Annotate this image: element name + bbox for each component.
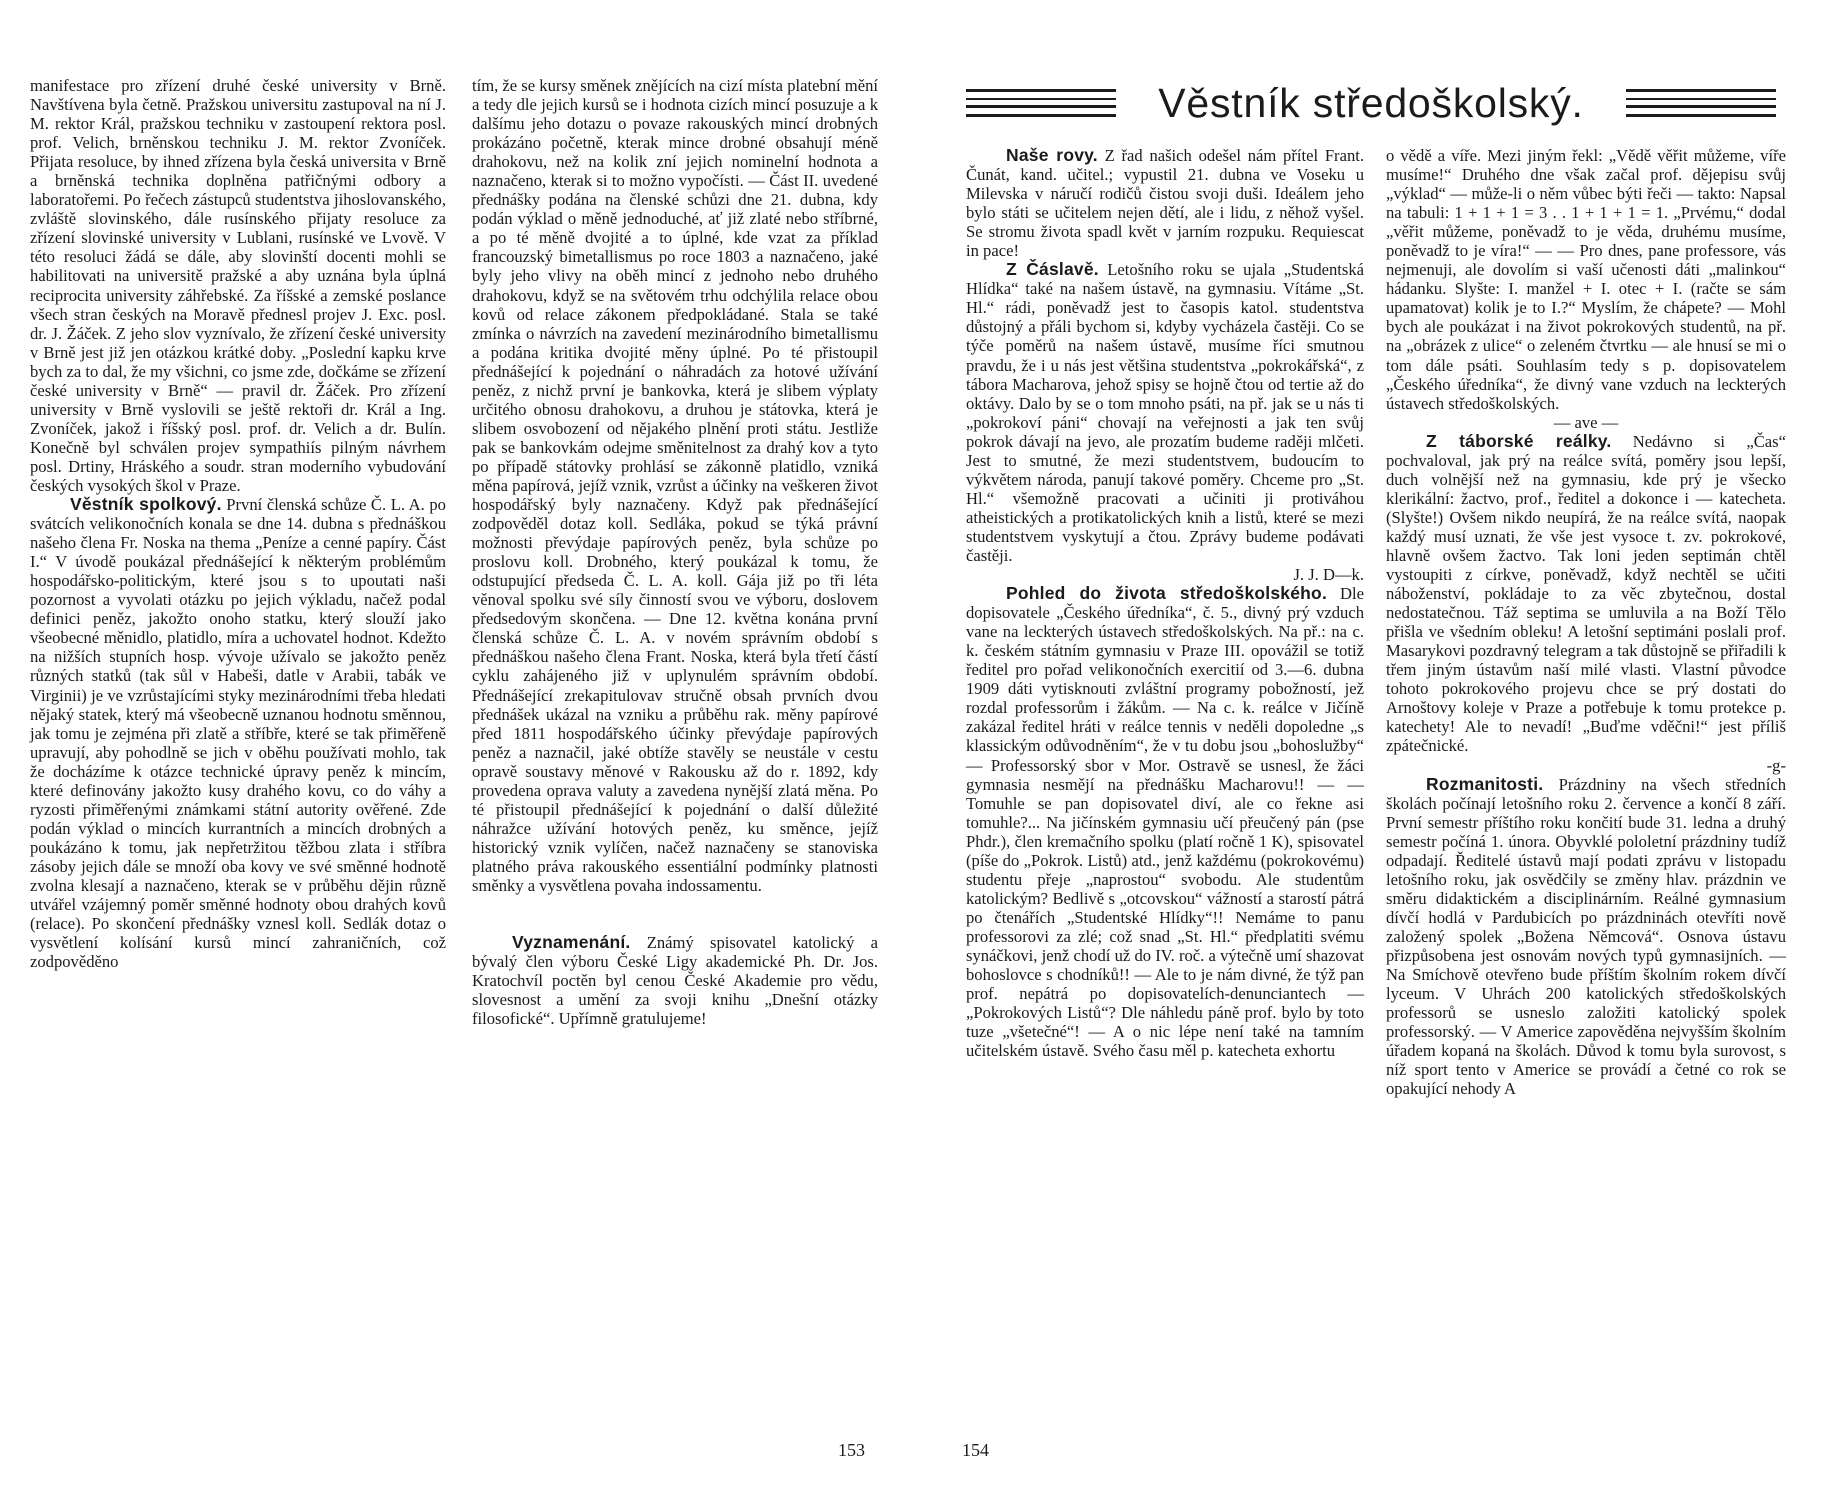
signature-caslav: J. J. D—k.	[1293, 565, 1364, 585]
masthead	[966, 72, 1776, 134]
article-pohled-continued-text: o vědě a víře. Mezi jiným řekl: „Vědě věřit můžeme, víře musíme!“ Druhého dne však začal prof. dějepisu svůj „výklad“ — může-li o něm vůbec býti řeči — takto: Napsal na tabuli: 1 + 1 + 1 = 3 . . 1 + 1 + 1 = 1. „Prvému,“ dodal „věřit můžeme, poněvadž to je věda, druhému musíme, poněvadž to je víra!“ — — Pro dnes, pane professore, vás nejmenuji, ale dovolím si vaší učenosti dáti „malinkou“ hádanku. Slyšte: I. manžel + I. otec + I. (račte se sám upamatovat) kolik je to I.?“ Myslím, že chápete? — Mohl bych ale poukázat i na život pokrokových studentů, na př. na „obrázek z ulice“ o zeleném čtvrtku — ale hnusí se mi o tom dále psáti. Souhlasím tedy s p. dopisovatelem „Českého úředníka“, že divný vane vzduch na leckterých ústavech středoškolských.	[1386, 146, 1786, 413]
article-caslav	[966, 260, 1364, 565]
article-spolek-text: První členská schůze Č. L. A. po svátcích velikonočních konala se dne 14. dubna s přednáškou našeho člena Fr. Noska na thema „Peníze a cenné papíry. Část I.“ V úvodě poukázal přednášející k některým problémům hospodářsko-politickým, které jsou s to upoutati naši pozornost a vyvolati otázku po jejich výkladu, načež podal definici peněz, jakožto onoho statku, který slouží jako všeobecné měnidlo, platidlo, míra a uchovatel hodnot. Kdežto na nižších stupních hosp. vývoje užívalo se jakožto peněz různých statků (tak sůl v Habeši, datle v Arabii, tabák ve Virginii) je ve vzrůstajícími styky mezinárodními třeba hledati nějaký statek, který má všeobecně uznanou hodnotu směnnou, jak tomu je zejména při zlatě a stříbře, které se tak přiměřeně upravují, aby pohodlně se jich v oběhu používati mohlo, tak že docházíme k otázce technické úpravy peněz k mincím, které definovány jakožto kusy drahého kovu, co do váhy a ryzosti přiměřenými známkami státní autority ověřené. Zde podán výklad o mincích kurrantních a mincích drobných a poukázáno k tomu, jak nepřetržitou těžbou zlata i stříbra zásoby jejich dále se množí oba kovy ve své směnné hodnotě zvolna klesají a naznačeno, kterak se v průběhu dějin různě utvářel vzájemný poměr směnné hodnoty obou drahých kovů (relace). Po skončení přednášky vznesl koll. Sedlák dotaz o vysvětlení kolísání kursů mincí zahraničních, což zodpověděno	[30, 495, 446, 972]
article-pohled-text: Dle dopisovatele „Českého úředníka“, č. 5., divný prý vzduch vane na leckterých ústavech středoškolských. Na př.: na c. k. českém státním gymnasiu v Praze III. opovážil se totiž ředitel pro pořad velikonočních exercitií od 3.—6. dubna 1909 dáti vytisknouti zvláštní programy pobožností, jež rozdal professorům i žákům. — Na c. k. reálce v Jičíně zakázal ředitel hráti v reálce tennis v neděli dopoledne „s klassickým odůvodněním“, že v tu dobu jsou „bohoslužby“ — Professorský sbor v Mor. Ostravě se usnesl, že žáci gymnasia nesmějí na přednášku Macharovu!! — — Tomuhle se pan dopisovatel diví, ale co řekne asi tomuhle?... Na jičínském gymnasiu učí přeučený pán (pse Phdr.), člen kremačního spolku (platí ročně 1 K), spisovatel (píše do „Pokrok. Listů) atd., jenž každému (pokrokovému) studentu přeje „naprostou“ svobodu. Ale studentům katolickým? Bedlivě s „otcovskou“ vážností a starostí pátrá po čtenářích „Studentské Hlídky“!! Nemáme to panu professorovi za zlé; což snad „St. Hl.“ předplatiti svému synáčkovi, jenž chodí už do IV. roč. a výtečně umí shazovat bohoslovce s chodníků!! — Ale to je nám divné, že týž pan prof. nepátrá po dopisovatelích-denunciantech — „Pokrokových Listů“? Dle náhledu páně prof. bylo by toto tuze „všetečné“! — A o nic lépe není také na tamním učitelském ústavě. Svého času měl p. katecheta exhortu	[966, 584, 1364, 1061]
right-page	[912, 0, 1824, 1501]
section-heading-caslav: Z Čáslavě.	[1006, 259, 1099, 280]
page-number-right: 154	[962, 1440, 989, 1460]
section-heading-nase-rovy: Naše rovy.	[1006, 145, 1098, 165]
page-number-left: 153	[838, 1440, 865, 1460]
article-tabor	[1386, 432, 1786, 756]
left-page-column-1	[30, 76, 446, 971]
section-heading-pohled: Pohled do života středoškolského.	[1006, 583, 1328, 604]
left-page-column-2	[472, 76, 878, 1028]
article-nase-rovy-text: Z řad našich odešel nám přítel Frant. Čunát, kand. učitel.; vypustil 21. dubna ve Voseku u Milevska v náručí rodičů čistou svoji duši. Ideálem jeho bylo státi se učitelem nejen dětí, ale i lidu, z něhož vyšel. Se stromu života spadl květ v jarním rozpuku. Requiescat in pace!	[966, 146, 1365, 261]
section-heading-rozmanitosti: Rozmanitosti.	[1426, 773, 1544, 794]
article-pohled	[966, 584, 1364, 1060]
article-vyznamenani	[472, 933, 878, 1028]
article-rozmanitosti	[1386, 775, 1786, 1099]
article-spolek	[30, 495, 446, 971]
signature-ave: — ave —	[1553, 412, 1619, 432]
article-spolek-continued-text: tím, že se kursy směnek znějících na cizí místa platební mění a tedy dle jejich kursů se i hodnota cizích mincí posuzuje a k dalšímu jeho dotazu o povaze rakouských mincí drobných prokázáno početně, kterak mince drobné obsahují méně drahokovu, než na kolik zní jejich nominelní hodnota a naznačeno, kterak si to možno vypočísti. — Část II. uvedené přednášky podána na členské schůzi dne 21. dubna, kdy podán výklad o měně jednoduché, ať již zlaté nebo stříbrné, a po té měně dvojité a to úplné, kde vzat za příklad francouzský bimetallismus po roce 1803 a naznačeno, jaké byly jeho vlivy na oběh mincí z jednoho nebo druhého drahokovu, když se na světovém trhu odchýlila relace obou kovů od relace zákonem předpokládané. Stala se také zmínka o návrzích na zavedení mezinárodního bimetallismu a podána kritika dvojité měny úplné. Po té přistoupil přednášející k pojednání o náhradách za hotové užívání peněz, z nichž první je bankovka, která je slibem výplaty určitého obnosu drahokovu, a druhou je státovka, která je slibem osvobození od nějakého plnění proti státu. Jestliže pak se bankovkám odejme směnitelnost za drahý kov a tyto po případě státovky prohlásí se zákonně platidlo, vzniká měna papírová, jejíž vznik, vzrůst a účinky na veškeren život hospodářský byly naznačeny. Když pak přednášející zodpověděl dotaz koll. Sedláka, pokud se týká právní možnosti převýdaje papírových peněz, byla schůze po proslovu koll. Drobného, který poukázal k tomu, že odstupující předseda Č. L. A. koll. Gája již po tři léta věnoval spolku své síly činností svou ve výboru, doslovem předsedovým skončena. — Dne 12. května konána první členská schůze Č. L. A. v novém správním období s přednáškou našeho člena Frant. Noska, která byla třetí částí cyklu zahájeného již v uplynulém správním období. Přednášející zrekapitulovav stručně obsah prvních dvou přednášek ukázal na vzniku a průběhu rak. měny papírové před 1811 hospodářského účinky převýdaje papírových peněz a naznačil, jaké obtíže stavěly se neustále v cestu opravě soustavy měnové v Rakousku až do r. 1892, kdy provedena oprava valuty a zavedena nynější zlatá měna. Po té přistoupil přednášející k pojednání o další důležité náhražce užívání hotových peněz, ku směnce, jejíž historický vznik vylíčen, načež naznačeny se stanoviska platného práva rakouského essentiální podmínky platnosti směnky a vysvětlena povaha indossamentu.	[472, 76, 878, 895]
right-page-column-1	[966, 146, 1364, 1060]
article-manifestace-text: manifestace pro zřízení druhé české university v Brně. Navštívena byla četně. Pražskou universitu zastupoval na ní J. M. rektor Král, pražskou techniku v zastoupení rektora posl. prof. Velich, brněnskou techniku J. M. rektor Zvoníček. Přijata resoluce, by ihned zřízena byla česká universita v Brně a brněnská technika doplněna patřičnými odbory a laboratořemi. Po řečech zástupců studentstva jihoslovanského, zvláště slovinského, dále rusínského přijaty resoluce za zřízení slovinské university v Lublani, rusínské ve Lvově. V této resoluci žádá se dále, aby slovinští docenti mohli se habilitovati na universitě pražské a aby uznána byla úplná reciprocita university záhřebské. Za říšské a zemské poslance všech stran českých na Moravě přednesl projev J. Exc. posl. dr. J. Žáček. Z jeho slov vyznívalo, že zřízení české university v Brně jest již jen otázkou krátké doby. „Poslední kapku krve bych za to dal, že my všichni, co jsme zde, dočkáme se zřízení české university v Brně“ — pravil dr. Žáček. Pro zřízení university v Brně vyslovili se ještě rektoři dr. Král a Ing. Zvoníček, jakož i říšský posl. prof. dr. Velich a dr. Bulín. Konečně byl schválen projev sympathiís pilným návrhem posl. Drtiny, Hráského a soudr. stran moderního vybudování českých vysokých škol v Praze.	[30, 76, 446, 495]
article-tabor-text: Nedávno si „Čas“ pochvaloval, jak prý na reálce svítá, poměry jsou lepší, duch volnější než na gymnasiu, kde prý je všecko klerikální: žactvo, prof., ředitel a dokonce i — katecheta. (Slyšte!) Ovšem nikdo neupírá, že na reálce svítá, naopak každý musí uznati, že vše jest vysoce t. zv. pokrokové, hlavně ovšem žactvo. Tak loni jeden septimán chtěl vystoupiti z církve, poněvadž, když nechtěl se učiti náboženství, pokládaje to za věc zbytečnou, dostal nedostatečnou. Táž septima se umluvila a na Boží Tělo přišla ve všedním obleku! A letošní septimáni poslali prof. Masarykovi pozdravný telegram a tak důstojně se přiřadili k třem jiným ústavům naší milé vlasti. Vlastní původce tohoto pokrokového projevu chce se prý dostati do Arnoštovy koleje v Praze a potřebuje k tomu protekce p. katechety! Ale to nevadí! „Buďme vděčni!“ jest příliš zpátečnické.	[1386, 431, 1786, 756]
right-page-column-2	[1386, 146, 1786, 1098]
masthead-rules-right	[1626, 89, 1776, 117]
article-nase-rovy	[966, 146, 1364, 260]
section-heading-tabor: Z táborské reálky.	[1426, 430, 1612, 451]
section-heading-spolek: Věstník spolkový.	[70, 494, 222, 515]
article-caslav-text: Letošního roku se ujala „Studentská Hlídka“ také na našem ústavě, na gymnasiu. Vítáme „St. Hl.“ rádi, poněvadž jest to časopis katol. studentstva důstojný a přáli bychom si, kdyby vycházela častěji. Co se týče poměrů na našem ústavě, musíme říci smutnou pravdu, že i u nás jest většina studentstva „pokrokářská“, z tábora Macharova, jehož spisy se hojně čtou od tertie až do oktávy. Dalo by se o tom mnoho psáti, na př. jak se u nás ti „pokrokoví páni“ chovají na veřejnosti a jak ten svůj pokrok dávají na jevo, ale prozatím budeme raději mlčeti. Jest to smutné, že mezi studentstvem, budoucím to výkvětem národa, panují takové poměry. Chceme pro „St. Hl.“ všemožně pracovati a učiniti ji protiváhou atheistických a protikatolických knih a listů, které se mezi studentstvem vyskytují a čtou. Zprávy budeme podávati častěji.	[966, 260, 1365, 565]
masthead-title: Věstník středoškolský.	[1158, 79, 1584, 126]
signature-tabor: -g-	[1766, 755, 1786, 775]
article-rozmanitosti-text: Prázdniny na všech středních školách počínají letošního roku 2. července a končí 8 září. První semestr příštího roku končití bude 31. ledna a druhý semestr počíná 1. února. Obyvklé pololetní prázdniny tudíž odpadají. Ředitelé ústavů mají podati zprávu v listopadu letošního roku, jak osvědčily se změny hlav. prázdnin ve směru didaktickém a disciplinárním. Reálné gymnasium dívčí hodlá v Pardubicích po prázdninách otevříti nově založený spolek „Božena Němcová“. Osnova ústavu přizpůsobena jest osnovám nových typů gymnasijních. — Na Smíchově otevřeno bude příštím školním rokem dívčí lyceum. V Uhrách 200 katolických středoškolských professorů se usneslo založiti katolický spolek professorský. — V Americe zapověděna nejvyšším školním úřadem kopaná na školách. Důvod k tomu byla surovost, s níž sport tento v Americe se provádí a četné co rok se opakující nehody A	[1386, 774, 1786, 1099]
article-vyznamenani-text: Známý spisovatel katolický a bývalý člen výboru České Ligy akademické Ph. Dr. Jos. Kratochvíl poctěn byl cenou České Akademie pro vědu, slovesnost a umění za svoji knihu „Dnešní otázky filosofické“. Upřímně gratulujeme!	[472, 933, 878, 1029]
section-heading-vyznamenani: Vyznamenání.	[512, 932, 631, 953]
masthead-rules-left	[966, 89, 1116, 117]
